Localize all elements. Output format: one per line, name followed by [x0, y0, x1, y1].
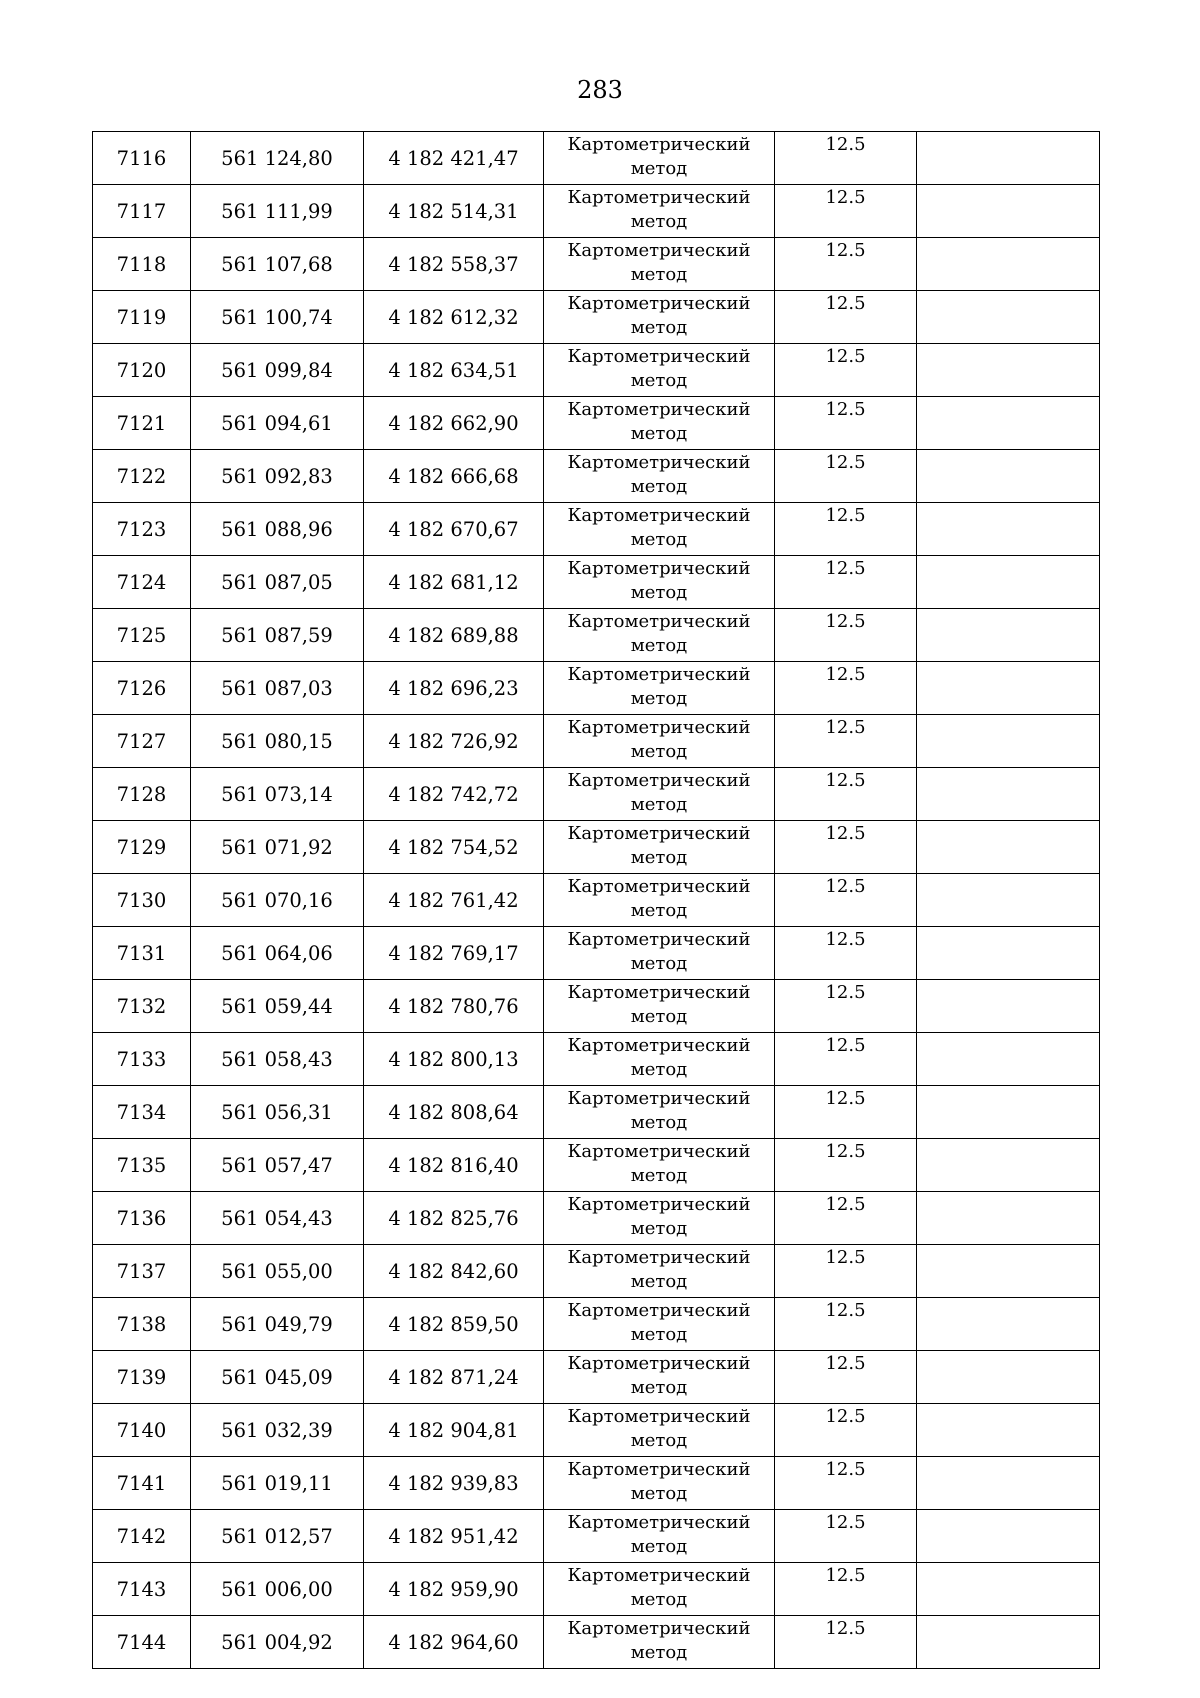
table-body [93, 132, 1100, 1669]
note-cell [917, 715, 1100, 768]
method-line-2: метод [630, 1324, 688, 1345]
point-number-cell: 7120 [93, 344, 191, 397]
method-line-1: Картометрический [567, 1406, 751, 1427]
point-number-cell: 7122 [93, 450, 191, 503]
y-coordinate-cell: 4 182 666,68 [364, 450, 544, 503]
point-number-cell: 7124 [93, 556, 191, 609]
method-line-1: Картометрический [567, 399, 751, 420]
method-cell [544, 1245, 775, 1298]
accuracy-cell: 12.5 [775, 556, 917, 609]
table-row [93, 238, 1100, 291]
x-coordinate-cell: 561 107,68 [191, 238, 364, 291]
note-cell [917, 1404, 1100, 1457]
y-coordinate-cell: 4 182 951,42 [364, 1510, 544, 1563]
point-number-cell: 7141 [93, 1457, 191, 1510]
accuracy-cell: 12.5 [775, 450, 917, 503]
method-cell [544, 1139, 775, 1192]
method-line-1: Картометрический [567, 770, 751, 791]
method-line-2: метод [630, 158, 688, 179]
note-cell [917, 450, 1100, 503]
y-coordinate-cell: 4 182 859,50 [364, 1298, 544, 1351]
table-row [93, 662, 1100, 715]
note-cell [917, 132, 1100, 185]
y-coordinate-cell: 4 182 808,64 [364, 1086, 544, 1139]
table-row [93, 821, 1100, 874]
x-coordinate-cell: 561 100,74 [191, 291, 364, 344]
point-number-cell: 7137 [93, 1245, 191, 1298]
method-cell [544, 185, 775, 238]
method-cell [544, 1404, 775, 1457]
x-coordinate-cell: 561 059,44 [191, 980, 364, 1033]
note-cell [917, 874, 1100, 927]
method-line-2: метод [630, 1589, 688, 1610]
method-line-2: метод [630, 688, 688, 709]
method-line-1: Картометрический [567, 1459, 751, 1480]
y-coordinate-cell: 4 182 689,88 [364, 609, 544, 662]
accuracy-cell: 12.5 [775, 1563, 917, 1616]
note-cell [917, 1510, 1100, 1563]
point-number-cell: 7129 [93, 821, 191, 874]
y-coordinate-cell: 4 182 696,23 [364, 662, 544, 715]
y-coordinate-cell: 4 182 825,76 [364, 1192, 544, 1245]
accuracy-cell: 12.5 [775, 1351, 917, 1404]
table-row [93, 1192, 1100, 1245]
x-coordinate-cell: 561 032,39 [191, 1404, 364, 1457]
method-line-1: Картометрический [567, 1565, 751, 1586]
x-coordinate-cell: 561 071,92 [191, 821, 364, 874]
note-cell [917, 768, 1100, 821]
method-cell [544, 874, 775, 927]
accuracy-cell: 12.5 [775, 609, 917, 662]
table-row [93, 503, 1100, 556]
accuracy-cell: 12.5 [775, 1192, 917, 1245]
method-cell [544, 715, 775, 768]
method-line-2: метод [630, 1271, 688, 1292]
y-coordinate-cell: 4 182 514,31 [364, 185, 544, 238]
method-line-1: Картометрический [567, 1300, 751, 1321]
point-number-cell: 7135 [93, 1139, 191, 1192]
point-number-cell: 7119 [93, 291, 191, 344]
point-number-cell: 7128 [93, 768, 191, 821]
accuracy-cell: 12.5 [775, 1033, 917, 1086]
point-number-cell: 7126 [93, 662, 191, 715]
x-coordinate-cell: 561 087,03 [191, 662, 364, 715]
x-coordinate-cell: 561 045,09 [191, 1351, 364, 1404]
note-cell [917, 503, 1100, 556]
table-row [93, 1351, 1100, 1404]
method-line-2: метод [630, 794, 688, 815]
method-line-1: Картометрический [567, 1353, 751, 1374]
method-line-2: метод [630, 1430, 688, 1451]
x-coordinate-cell: 561 070,16 [191, 874, 364, 927]
x-coordinate-cell: 561 055,00 [191, 1245, 364, 1298]
table-row [93, 397, 1100, 450]
table-row [93, 132, 1100, 185]
method-line-1: Картометрический [567, 1512, 751, 1533]
x-coordinate-cell: 561 099,84 [191, 344, 364, 397]
note-cell [917, 556, 1100, 609]
note-cell [917, 927, 1100, 980]
point-number-cell: 7142 [93, 1510, 191, 1563]
y-coordinate-cell: 4 182 742,72 [364, 768, 544, 821]
method-cell [544, 397, 775, 450]
x-coordinate-cell: 561 064,06 [191, 927, 364, 980]
y-coordinate-cell: 4 182 612,32 [364, 291, 544, 344]
point-number-cell: 7121 [93, 397, 191, 450]
accuracy-cell: 12.5 [775, 291, 917, 344]
x-coordinate-cell: 561 058,43 [191, 1033, 364, 1086]
table-row [93, 1245, 1100, 1298]
coordinates-table [92, 131, 1100, 1669]
method-line-1: Картометрический [567, 982, 751, 1003]
method-cell [544, 609, 775, 662]
method-line-1: Картометрический [567, 558, 751, 579]
accuracy-cell: 12.5 [775, 1457, 917, 1510]
table-row [93, 450, 1100, 503]
note-cell [917, 291, 1100, 344]
y-coordinate-cell: 4 182 421,47 [364, 132, 544, 185]
method-line-2: метод [630, 423, 688, 444]
method-cell [544, 1192, 775, 1245]
method-cell [544, 344, 775, 397]
x-coordinate-cell: 561 054,43 [191, 1192, 364, 1245]
note-cell [917, 1086, 1100, 1139]
y-coordinate-cell: 4 182 662,90 [364, 397, 544, 450]
method-line-1: Картометрический [567, 1247, 751, 1268]
method-line-2: метод [630, 953, 688, 974]
accuracy-cell: 12.5 [775, 1616, 917, 1669]
method-line-2: метод [630, 1377, 688, 1398]
point-number-cell: 7133 [93, 1033, 191, 1086]
y-coordinate-cell: 4 182 558,37 [364, 238, 544, 291]
table-row [93, 1086, 1100, 1139]
table-row [93, 291, 1100, 344]
point-number-cell: 7134 [93, 1086, 191, 1139]
note-cell [917, 821, 1100, 874]
method-line-1: Картометрический [567, 293, 751, 314]
point-number-cell: 7132 [93, 980, 191, 1033]
method-line-2: метод [630, 1536, 688, 1557]
method-cell [544, 821, 775, 874]
table-row [93, 874, 1100, 927]
method-line-2: метод [630, 476, 688, 497]
method-line-1: Картометрический [567, 823, 751, 844]
method-line-2: метод [630, 370, 688, 391]
accuracy-cell: 12.5 [775, 768, 917, 821]
table-row [93, 344, 1100, 397]
method-line-2: метод [630, 529, 688, 550]
note-cell [917, 1033, 1100, 1086]
point-number-cell: 7123 [93, 503, 191, 556]
accuracy-cell: 12.5 [775, 1245, 917, 1298]
x-coordinate-cell: 561 087,05 [191, 556, 364, 609]
note-cell [917, 1298, 1100, 1351]
table-row [93, 1616, 1100, 1669]
y-coordinate-cell: 4 182 964,60 [364, 1616, 544, 1669]
note-cell [917, 1139, 1100, 1192]
method-cell [544, 1351, 775, 1404]
point-number-cell: 7130 [93, 874, 191, 927]
table-row [93, 1510, 1100, 1563]
method-line-1: Картометрический [567, 240, 751, 261]
note-cell [917, 1192, 1100, 1245]
note-cell [917, 1616, 1100, 1669]
y-coordinate-cell: 4 182 842,60 [364, 1245, 544, 1298]
accuracy-cell: 12.5 [775, 1086, 917, 1139]
table-row [93, 1139, 1100, 1192]
method-line-2: метод [630, 1642, 688, 1663]
method-cell [544, 1457, 775, 1510]
method-line-1: Картометрический [567, 1088, 751, 1109]
point-number-cell: 7125 [93, 609, 191, 662]
method-cell [544, 980, 775, 1033]
method-line-1: Картометрический [567, 187, 751, 208]
point-number-cell: 7116 [93, 132, 191, 185]
table-row [93, 1457, 1100, 1510]
x-coordinate-cell: 561 006,00 [191, 1563, 364, 1616]
accuracy-cell: 12.5 [775, 874, 917, 927]
x-coordinate-cell: 561 080,15 [191, 715, 364, 768]
accuracy-cell: 12.5 [775, 1510, 917, 1563]
x-coordinate-cell: 561 056,31 [191, 1086, 364, 1139]
table-row [93, 768, 1100, 821]
method-line-2: метод [630, 741, 688, 762]
method-line-2: метод [630, 1218, 688, 1239]
point-number-cell: 7143 [93, 1563, 191, 1616]
accuracy-cell: 12.5 [775, 1404, 917, 1457]
accuracy-cell: 12.5 [775, 662, 917, 715]
x-coordinate-cell: 561 049,79 [191, 1298, 364, 1351]
table-row [93, 185, 1100, 238]
accuracy-cell: 12.5 [775, 715, 917, 768]
method-cell [544, 291, 775, 344]
point-number-cell: 7131 [93, 927, 191, 980]
y-coordinate-cell: 4 182 754,52 [364, 821, 544, 874]
method-cell [544, 927, 775, 980]
y-coordinate-cell: 4 182 800,13 [364, 1033, 544, 1086]
accuracy-cell: 12.5 [775, 1298, 917, 1351]
y-coordinate-cell: 4 182 681,12 [364, 556, 544, 609]
method-line-2: метод [630, 900, 688, 921]
accuracy-cell: 12.5 [775, 927, 917, 980]
method-cell [544, 1086, 775, 1139]
method-line-2: метод [630, 317, 688, 338]
y-coordinate-cell: 4 182 816,40 [364, 1139, 544, 1192]
table-row [93, 1033, 1100, 1086]
point-number-cell: 7139 [93, 1351, 191, 1404]
y-coordinate-cell: 4 182 780,76 [364, 980, 544, 1033]
x-coordinate-cell: 561 057,47 [191, 1139, 364, 1192]
method-line-2: метод [630, 1483, 688, 1504]
note-cell [917, 344, 1100, 397]
method-line-2: метод [630, 1006, 688, 1027]
table-row [93, 715, 1100, 768]
method-line-2: метод [630, 1165, 688, 1186]
table-row [93, 1404, 1100, 1457]
accuracy-cell: 12.5 [775, 980, 917, 1033]
y-coordinate-cell: 4 182 904,81 [364, 1404, 544, 1457]
y-coordinate-cell: 4 182 939,83 [364, 1457, 544, 1510]
table-row [93, 927, 1100, 980]
point-number-cell: 7140 [93, 1404, 191, 1457]
note-cell [917, 397, 1100, 450]
accuracy-cell: 12.5 [775, 185, 917, 238]
method-line-1: Картометрический [567, 505, 751, 526]
x-coordinate-cell: 561 094,61 [191, 397, 364, 450]
method-line-1: Картометрический [567, 664, 751, 685]
accuracy-cell: 12.5 [775, 238, 917, 291]
note-cell [917, 1563, 1100, 1616]
method-line-2: метод [630, 847, 688, 868]
method-cell [544, 1563, 775, 1616]
method-line-1: Картометрический [567, 134, 751, 155]
method-cell [544, 662, 775, 715]
x-coordinate-cell: 561 073,14 [191, 768, 364, 821]
x-coordinate-cell: 561 088,96 [191, 503, 364, 556]
x-coordinate-cell: 561 111,99 [191, 185, 364, 238]
method-line-1: Картометрический [567, 717, 751, 738]
x-coordinate-cell: 561 012,57 [191, 1510, 364, 1563]
note-cell [917, 238, 1100, 291]
y-coordinate-cell: 4 182 634,51 [364, 344, 544, 397]
x-coordinate-cell: 561 124,80 [191, 132, 364, 185]
note-cell [917, 1457, 1100, 1510]
point-number-cell: 7144 [93, 1616, 191, 1669]
point-number-cell: 7136 [93, 1192, 191, 1245]
method-line-1: Картометрический [567, 1618, 751, 1639]
method-line-1: Картометрический [567, 1035, 751, 1056]
y-coordinate-cell: 4 182 959,90 [364, 1563, 544, 1616]
y-coordinate-cell: 4 182 670,67 [364, 503, 544, 556]
table-row [93, 609, 1100, 662]
method-cell [544, 1616, 775, 1669]
method-cell [544, 238, 775, 291]
point-number-cell: 7117 [93, 185, 191, 238]
method-line-1: Картометрический [567, 929, 751, 950]
table-row [93, 1298, 1100, 1351]
table-row [93, 980, 1100, 1033]
method-line-2: метод [630, 635, 688, 656]
point-number-cell: 7138 [93, 1298, 191, 1351]
method-cell [544, 503, 775, 556]
method-line-2: метод [630, 1059, 688, 1080]
note-cell [917, 609, 1100, 662]
method-line-2: метод [630, 582, 688, 603]
x-coordinate-cell: 561 087,59 [191, 609, 364, 662]
method-line-1: Картометрический [567, 611, 751, 632]
method-line-2: метод [630, 211, 688, 232]
method-cell [544, 768, 775, 821]
method-cell [544, 556, 775, 609]
y-coordinate-cell: 4 182 761,42 [364, 874, 544, 927]
accuracy-cell: 12.5 [775, 503, 917, 556]
accuracy-cell: 12.5 [775, 1139, 917, 1192]
method-line-1: Картометрический [567, 1141, 751, 1162]
x-coordinate-cell: 561 092,83 [191, 450, 364, 503]
method-cell [544, 1033, 775, 1086]
accuracy-cell: 12.5 [775, 132, 917, 185]
method-line-1: Картометрический [567, 346, 751, 367]
point-number-cell: 7118 [93, 238, 191, 291]
method-line-2: метод [630, 1112, 688, 1133]
note-cell [917, 662, 1100, 715]
y-coordinate-cell: 4 182 871,24 [364, 1351, 544, 1404]
accuracy-cell: 12.5 [775, 397, 917, 450]
method-line-1: Картометрический [567, 876, 751, 897]
y-coordinate-cell: 4 182 769,17 [364, 927, 544, 980]
method-cell [544, 450, 775, 503]
note-cell [917, 980, 1100, 1033]
method-line-2: метод [630, 264, 688, 285]
page-number: 283 [577, 76, 623, 104]
table-row [93, 556, 1100, 609]
accuracy-cell: 12.5 [775, 344, 917, 397]
x-coordinate-cell: 561 004,92 [191, 1616, 364, 1669]
y-coordinate-cell: 4 182 726,92 [364, 715, 544, 768]
accuracy-cell: 12.5 [775, 821, 917, 874]
point-number-cell: 7127 [93, 715, 191, 768]
x-coordinate-cell: 561 019,11 [191, 1457, 364, 1510]
method-cell [544, 1510, 775, 1563]
method-cell [544, 1298, 775, 1351]
note-cell [917, 1351, 1100, 1404]
method-line-1: Картометрический [567, 452, 751, 473]
method-cell [544, 132, 775, 185]
table-row [93, 1563, 1100, 1616]
note-cell [917, 1245, 1100, 1298]
method-line-1: Картометрический [567, 1194, 751, 1215]
note-cell [917, 185, 1100, 238]
